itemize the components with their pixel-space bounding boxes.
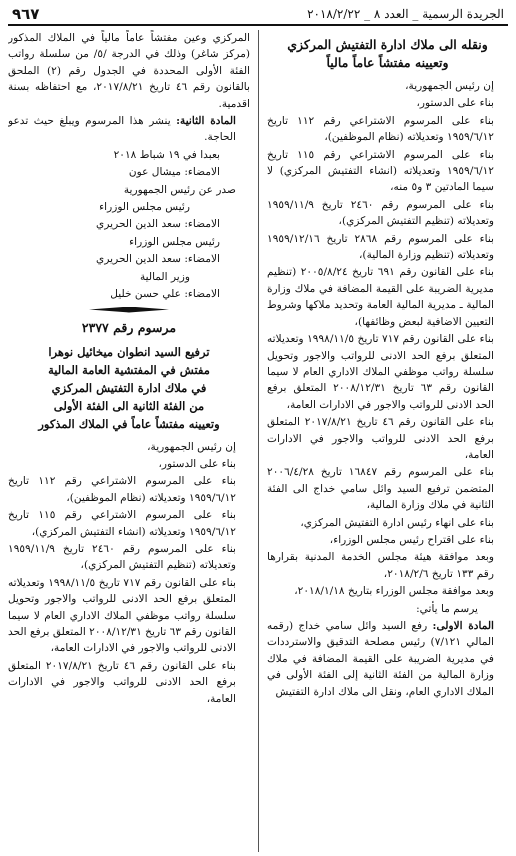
paragraph: بناء على المرسوم رقم ١٦٨٤٧ تاريخ ٢٠٠٦/٤/٢٨ المتضمن ترفيع السيد وائل سامي خداج الى الفئة الثانية في ملاك وزارة المالية،: [267, 466, 494, 512]
page-header: [8, 6, 508, 26]
decree-title-line: من الفئة الثانية الى الفئة الأولى: [53, 398, 205, 413]
article-1-label: المادة الاولى:: [432, 620, 494, 632]
paragraph: بناء على انهاء رئيس ادارة التفتيش المركزي،: [300, 516, 494, 529]
paragraph: إن رئيس الجمهورية،: [405, 80, 494, 92]
signature-line: بعبدا في ١٩ شباط ٢٠١٨: [113, 148, 220, 161]
paragraph: بناء على المرسوم الاشتراعي رقم ١١٥ تاريخ ١٩٥٩/٦/١٢ وتعديلاته (انشاء التفتيش المركزي) لا سيما المادتين ٣ و٥ منه،: [267, 148, 494, 194]
right-title-line: ونقله الى ملاك ادارة التفتيش المركزي: [287, 37, 488, 52]
decree-title-line: ترفيع السيد انطوان ميخائيل نوهرا: [48, 344, 210, 359]
paragraph: بناء على اقتراح رئيس مجلس الوزراء،: [329, 533, 494, 546]
page-number: ٩٦٧: [12, 5, 40, 23]
paragraph: بناء على القانون رقم ٧١٧ تاريخ ١٩٩٨/١١/٥ وتعديلاته المتعلق برفع الحد الادنى للرواتب والاجور وتحويل سلسلة رواتب موظفي الملاك الاداري العام لا سيما القانون رقم ٦٣ تاريخ ٢٠٠٨/١٢/٣١ المتعلق برفع الحد الادنى للرواتب والاجور في الادارات العامة،: [267, 333, 494, 411]
header-title: الجريدة الرسمية _ العدد ٨ _ ٢٠١٨/٢/٢٢: [307, 7, 504, 21]
signature-line: صدر عن رئيس الجمهورية: [123, 183, 236, 196]
paragraph: بناء على المرسوم رقم ٢٤٦٠ تاريخ ١٩٥٩/١١/٩ وتعديلاته (تنظيم التفتيش المركزي)،: [8, 542, 236, 572]
article-2-label: المادة الثانية:: [176, 115, 236, 128]
paragraph: بناء على المرسوم الاشتراعي رقم ١١٥ تاريخ ١٩٥٩/٦/١٢ وتعديلاته (انشاء التفتيش المركزي)،: [8, 509, 236, 538]
right-column: [258, 30, 508, 852]
decree-title-line: وتعيينه مفتشاً عاماً في الملاك المذكور: [38, 416, 220, 431]
paragraph: يرسم ما يأتي:: [416, 602, 478, 615]
right-title-line: وتعيينه مفتشاً عاماً مالياً: [326, 55, 449, 70]
article-1: [267, 618, 508, 700]
decree-number: مرسوم رقم ٢٣٧٧: [81, 319, 177, 335]
paragraph: بناء على المرسوم رقم ٢٤٦٠ تاريخ ١٩٥٩/١١/٩ وتعديلاته (تنظيم التفتيش المركزي)،: [267, 198, 494, 228]
article-2-text: ينشر هذا المرسوم ويبلغ حيث تدعو الحاجة.: [8, 115, 236, 144]
paragraph: بناء على القانون رقم ٤٦ تاريخ ٢٠١٧/٨/٢١ المتعلق برفع الحد الادنى للرواتب والاجور في الادارات العامة،: [267, 416, 494, 461]
paragraph: بناء على المرسوم الاشتراعي رقم ١١٢ تاريخ ١٩٥٩/٦/١٢ وتعديلاته (نظام الموظفين)،: [8, 475, 236, 504]
paragraph: بناء على الدستور،: [158, 457, 236, 470]
section-divider: [8, 307, 250, 313]
paragraph: بناء على القانون رقم ٤٦ تاريخ ٢٠١٧/٨/٢١ المتعلق برفع الحد الادنى للرواتب والاجور في الادارات العامة،: [8, 659, 236, 705]
paragraph: بناء على القانون رقم ٧١٧ تاريخ ١٩٩٨/١١/٥ وتعديلاته المتعلق برفع الحد الادنى للرواتب والاجور وتحويل سلسلة رواتب موظفي الملاك الاداري العام لا سيما القانون رقم ٦٣ تاريخ ٢٠٠٨/١٢/٣١ المتعلق برفع الحد الادنى للرواتب والاجور في الادارات العامة،: [8, 576, 236, 655]
article-1-continuation: المركزي وعين مفتشاً عاماً مالياً في الملاك المذكور (مركز شاغر) وذلك في الدرجة /٥/ من سلسلة رواتب الفئة الأولى المحددة في الجدول رقم (٢) الملحق بالقانون رقم ٤٦ تاريخ ٢٠١٧/٨/٢١، مع احتفاظه بسنة اقدمية.: [8, 32, 251, 110]
signature-line: وزير المالية: [139, 270, 190, 283]
two-column-body: [8, 30, 508, 852]
decree-title: [8, 343, 250, 433]
paragraph: بناء على المرسوم رقم ٢٨٦٨ تاريخ ١٩٥٩/١٢/١٦ وتعديلاته (تنظيم وزارة المالية)،: [267, 232, 494, 262]
signature-line: رئيس مجلس الوزراء: [129, 235, 220, 248]
article-1-text: رفع السيد وائل سامي خداج (رقمه المالي ٧/١٢١) رئيس مصلحة التدقيق والاسترددات في مديرية الضريبة على القيمة المضافة في ملاك وزارة المالية من الفئة الثانية إلى الفئة الأولى في الملاك الاداري العام، ونقل الى ملاك ادارة التفتيش: [267, 620, 495, 698]
paragraph: وبعد موافقة هيئة مجلس الخدمة المدنية بقرارها رقم ١٣٣ تاريخ ٢٠١٨/٢/٦،: [267, 551, 494, 580]
paragraph: بناء على الدستور،: [416, 97, 494, 110]
decree-title-line: مفتش في المفتشية العامة المالية: [48, 362, 210, 377]
paragraph: إن رئيس الجمهورية،: [147, 440, 236, 453]
paragraph: وبعد موافقة مجلس الوزراء بتاريخ ٢٠١٨/١/١٨،: [294, 585, 494, 598]
left-column: [8, 30, 258, 852]
decree-title-line: في ملاك ادارة التفتيش المركزي: [51, 380, 207, 395]
paragraph: بناء على القانون رقم ٦٩١ تاريخ ٢٠٠٥/٨/٢٤ (تنظيم مديرية الضريبة على القيمة المضافة في ملاك وزارة المالية ـ مديرية المالية العامة وتحديد ملاكها وشروط التعيين الاضافية لبعض وظائفها)،: [267, 266, 494, 328]
signature-line: الامضاء: ميشال عون: [128, 166, 220, 179]
article-2: [8, 113, 250, 146]
signature-line: رئيس مجلس الوزراء: [99, 201, 190, 214]
signature-line: الامضاء: سعد الدين الحريري: [96, 218, 220, 231]
right-section-title: [267, 36, 508, 72]
paragraph: بناء على المرسوم الاشتراعي رقم ١١٢ تاريخ ١٩٥٩/٦/١٢ وتعديلاته (نظام الموظفين)،: [267, 114, 494, 144]
signature-line: الامضاء: سعد الدين الحريري: [96, 253, 220, 266]
signature-line: الامضاء: علي حسن خليل: [110, 288, 220, 301]
